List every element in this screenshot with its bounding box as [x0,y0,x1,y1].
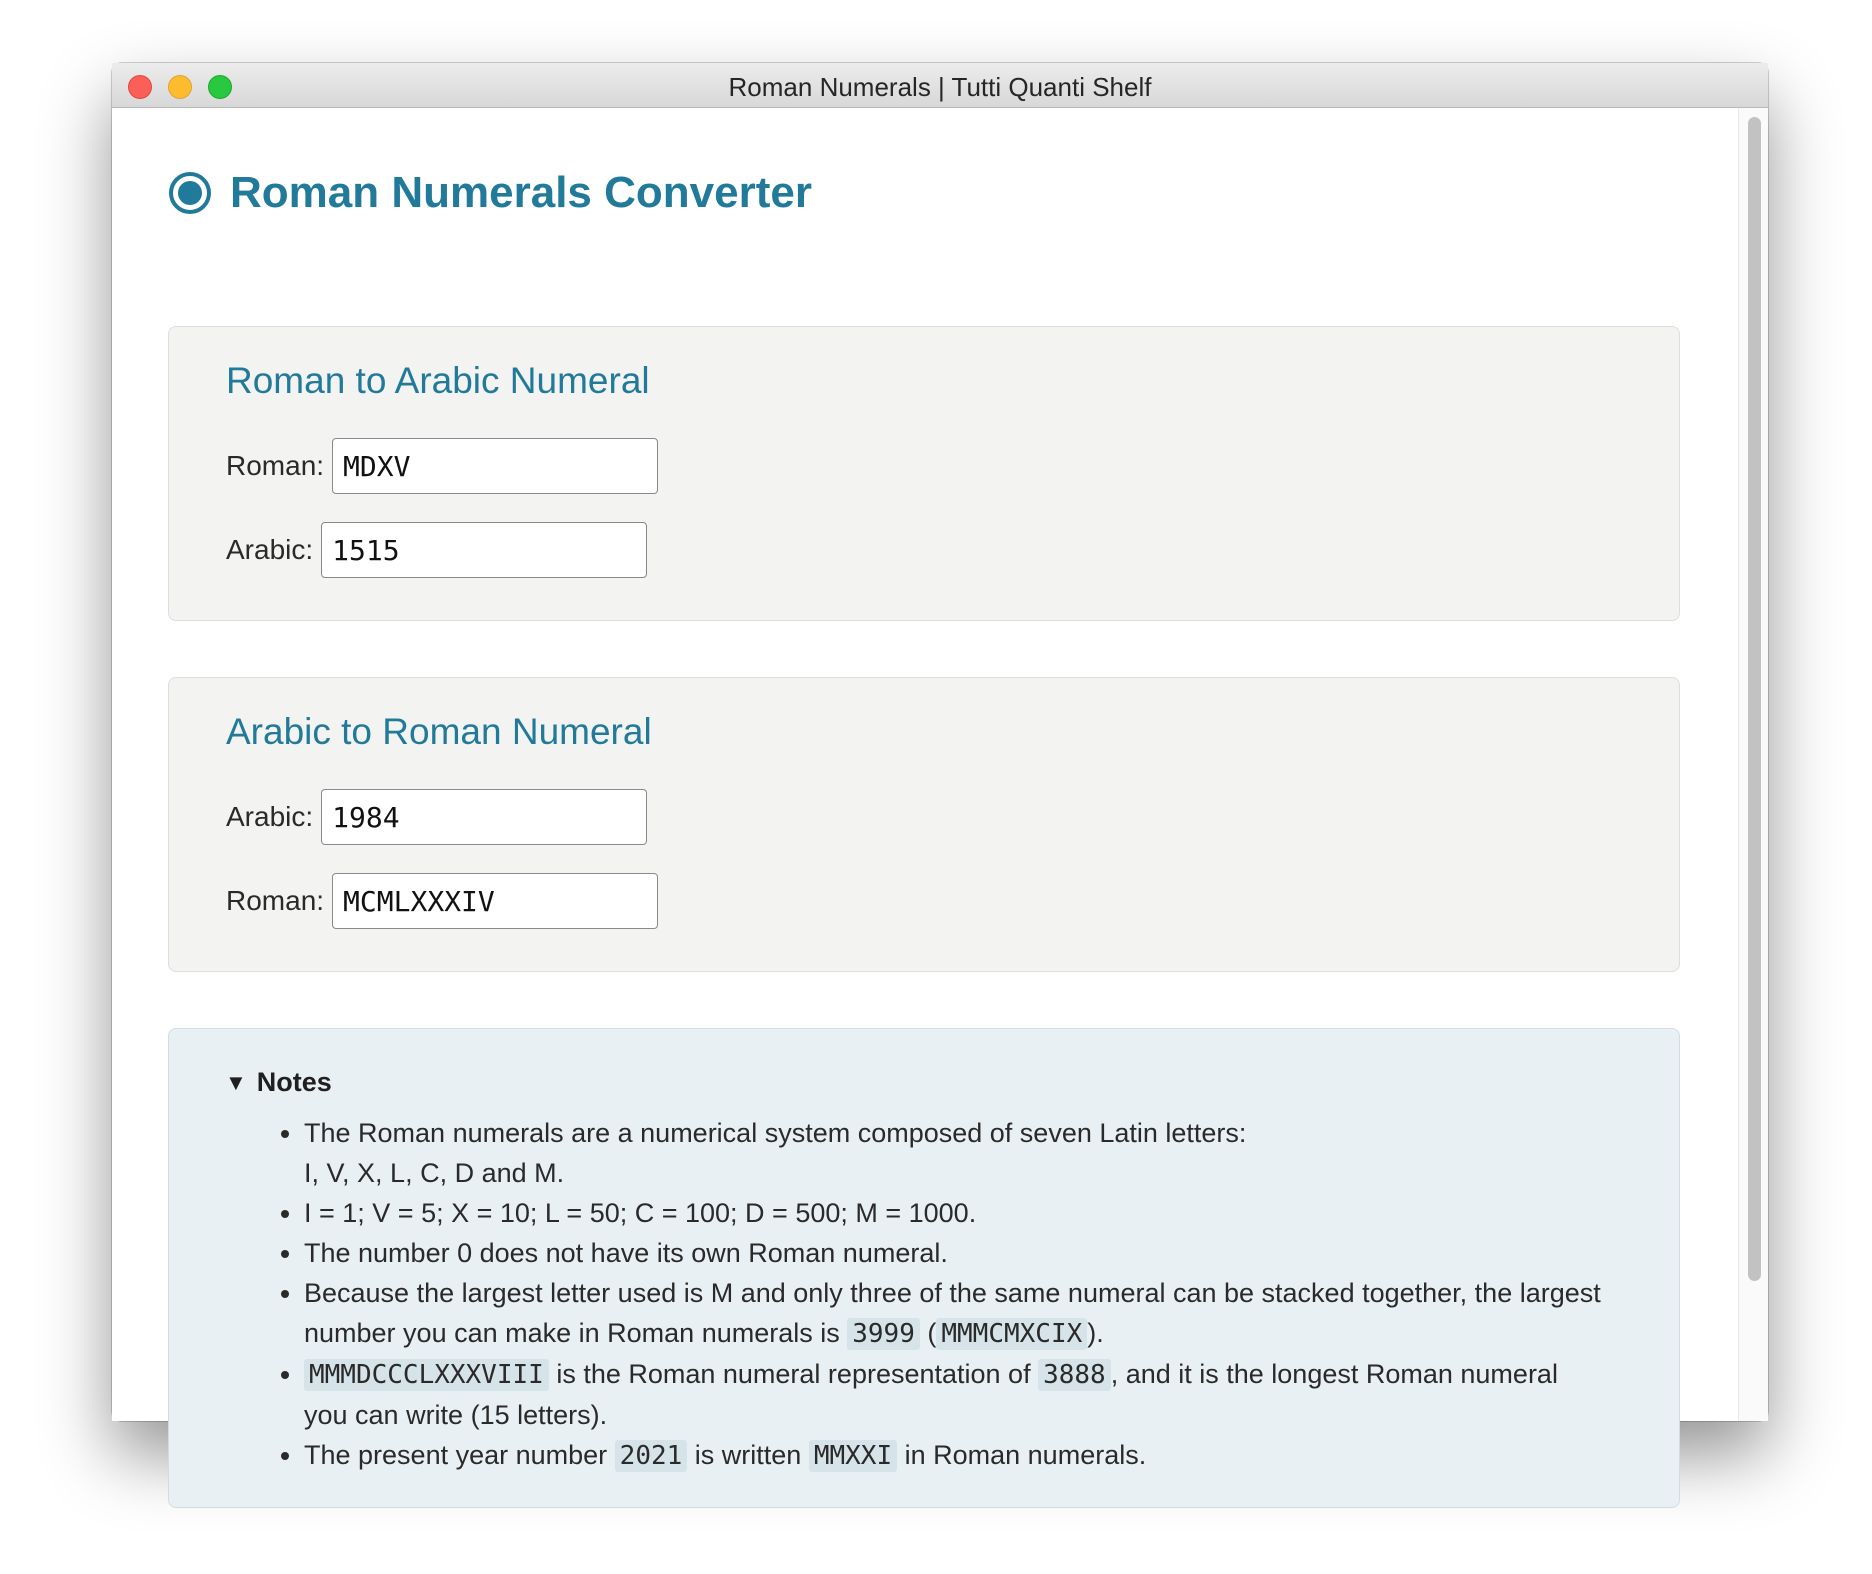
notes-section [168,1028,1680,1508]
roman-to-arabic-heading: Roman to Arabic Numeral [226,360,650,401]
note-text: I, V, X, L, C, D and M. [304,1158,565,1188]
note-text: is written [687,1440,809,1470]
code-snippet: MMMDCCCLXXXVIII [304,1359,549,1391]
arabic-to-roman-panel [168,677,1680,972]
note-item [304,1435,1605,1476]
arabic-output-field[interactable] [321,522,647,578]
notes-title: Notes [256,1067,332,1097]
note-item [304,1354,1605,1435]
note-text: Because the largest letter used is M and only three of the same numeral can be stacked together, the largest number you can make in Roman numerals is [304,1278,1601,1348]
roman-output-field[interactable] [332,873,658,929]
note-text: I = 1; V = 5; X = 10; L = 50; C = 100; D = 500; M = 1000. [304,1198,977,1228]
roman-label: Roman: [226,450,325,481]
note-item [304,1113,1605,1193]
page-title: Roman Numerals Converter [230,168,812,217]
note-text: , and it is the longest Roman numeral you can write (15 letters). [304,1359,1558,1430]
page-header [168,163,812,223]
arabic-label: Arabic: [226,801,314,832]
note-item [304,1193,1605,1233]
code-snippet: MMXXI [809,1440,897,1472]
app-window [112,63,1768,1471]
code-snippet: MMMCMXCIX [936,1318,1087,1350]
note-item [304,1273,1605,1354]
roman-input-row [226,438,658,494]
roman-label: Roman: [226,885,325,916]
notes-list [225,1113,1605,1476]
note-text: The present year number [304,1440,615,1470]
note-text: is the Roman numeral representation of [548,1359,1039,1389]
radio-circle-icon [168,171,212,215]
note-item [304,1233,1605,1273]
code-snippet: 3888 [1038,1359,1111,1391]
main-content [112,108,1738,1471]
note-text: ). [1087,1318,1104,1348]
note-text: The number 0 does not have its own Roman numeral. [304,1238,948,1268]
arabic-input-row [226,789,647,845]
note-text: The Roman numerals are a numerical system composed of seven Latin letters: [304,1118,1247,1148]
code-snippet: 3999 [847,1318,920,1350]
note-text: ( [919,1318,937,1348]
scrollbar-thumb[interactable] [1748,117,1761,1281]
roman-to-arabic-panel [168,326,1680,621]
arabic-input[interactable] [321,789,647,845]
window-title: Roman Numerals | Tutti Quanti Shelf [728,72,1152,102]
arabic-output-row [226,522,647,578]
vertical-scrollbar[interactable] [1738,108,1768,1421]
title-bar [112,63,1768,108]
note-text: in Roman numerals. [897,1440,1147,1470]
code-snippet: 2021 [615,1440,688,1472]
disclosure-triangle-icon: ▼ [225,1069,247,1095]
roman-input[interactable] [332,438,658,494]
arabic-to-roman-heading: Arabic to Roman Numeral [226,711,652,752]
notes-toggle[interactable] [225,1067,332,1098]
roman-output-row [226,873,658,929]
arabic-label: Arabic: [226,534,314,565]
